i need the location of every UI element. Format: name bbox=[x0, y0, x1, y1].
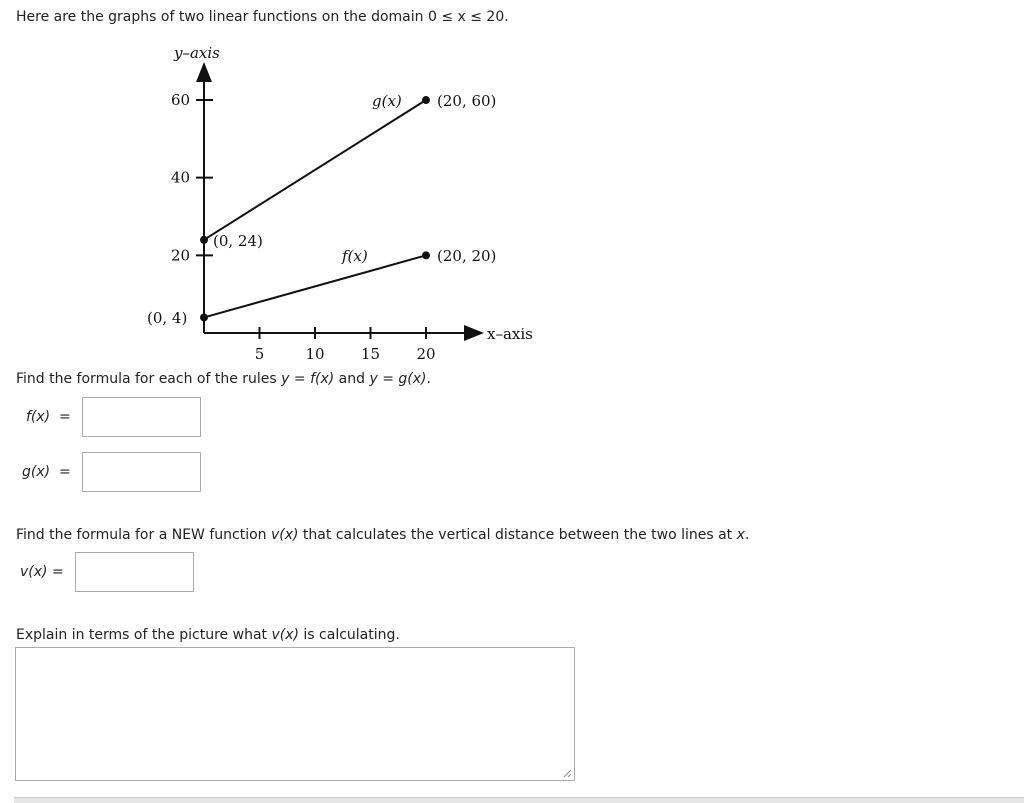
q3-prompt: Explain in terms of the picture what v(x) is calculating. bbox=[16, 627, 400, 643]
f-input[interactable] bbox=[82, 397, 201, 437]
x-tick-label: 10 bbox=[305, 345, 325, 363]
data-point bbox=[200, 313, 208, 321]
q1-prompt: Find the formula for each of the rules y = f(x) and y = g(x). bbox=[16, 371, 431, 387]
graph bbox=[0, 30, 600, 370]
point-f-start: (0, 4) bbox=[147, 309, 188, 327]
point-g-start: (0, 24) bbox=[213, 232, 263, 250]
y-tick-label: 20 bbox=[171, 246, 191, 265]
x-axis-label: x–axis bbox=[487, 325, 533, 343]
x-tick-label: 20 bbox=[416, 345, 436, 363]
f-label: f(x) bbox=[342, 247, 368, 265]
f-line bbox=[204, 255, 426, 317]
g-line bbox=[204, 100, 426, 240]
point-f-end: (20, 20) bbox=[437, 247, 497, 265]
f-label: f(x) = bbox=[26, 409, 71, 425]
y-tick-label: 40 bbox=[171, 168, 191, 187]
y-axis-label: y–axis bbox=[174, 44, 220, 62]
y-tick-label: 60 bbox=[171, 91, 191, 110]
horizontal-scrollbar[interactable] bbox=[14, 797, 1024, 803]
explain-textarea[interactable] bbox=[15, 647, 575, 781]
intro-text: Here are the graphs of two linear functions on the domain 0 ≤ x ≤ 20. bbox=[16, 9, 509, 25]
v-label: v(x) = bbox=[20, 564, 64, 580]
q2-prompt: Find the formula for a NEW function v(x) that calculates the vertical distance between the two lines at x. bbox=[16, 527, 750, 543]
data-point bbox=[200, 236, 208, 244]
data-point bbox=[422, 96, 430, 104]
point-g-end: (20, 60) bbox=[437, 92, 497, 110]
data-point bbox=[422, 251, 430, 259]
g-label: g(x) = bbox=[22, 464, 71, 480]
x-tick-label: 5 bbox=[254, 345, 265, 363]
g-label: g(x) bbox=[372, 92, 402, 110]
resize-handle-icon[interactable] bbox=[563, 769, 571, 777]
x-tick-label: 15 bbox=[360, 345, 381, 363]
v-input[interactable] bbox=[75, 552, 194, 592]
g-input[interactable] bbox=[82, 452, 201, 492]
